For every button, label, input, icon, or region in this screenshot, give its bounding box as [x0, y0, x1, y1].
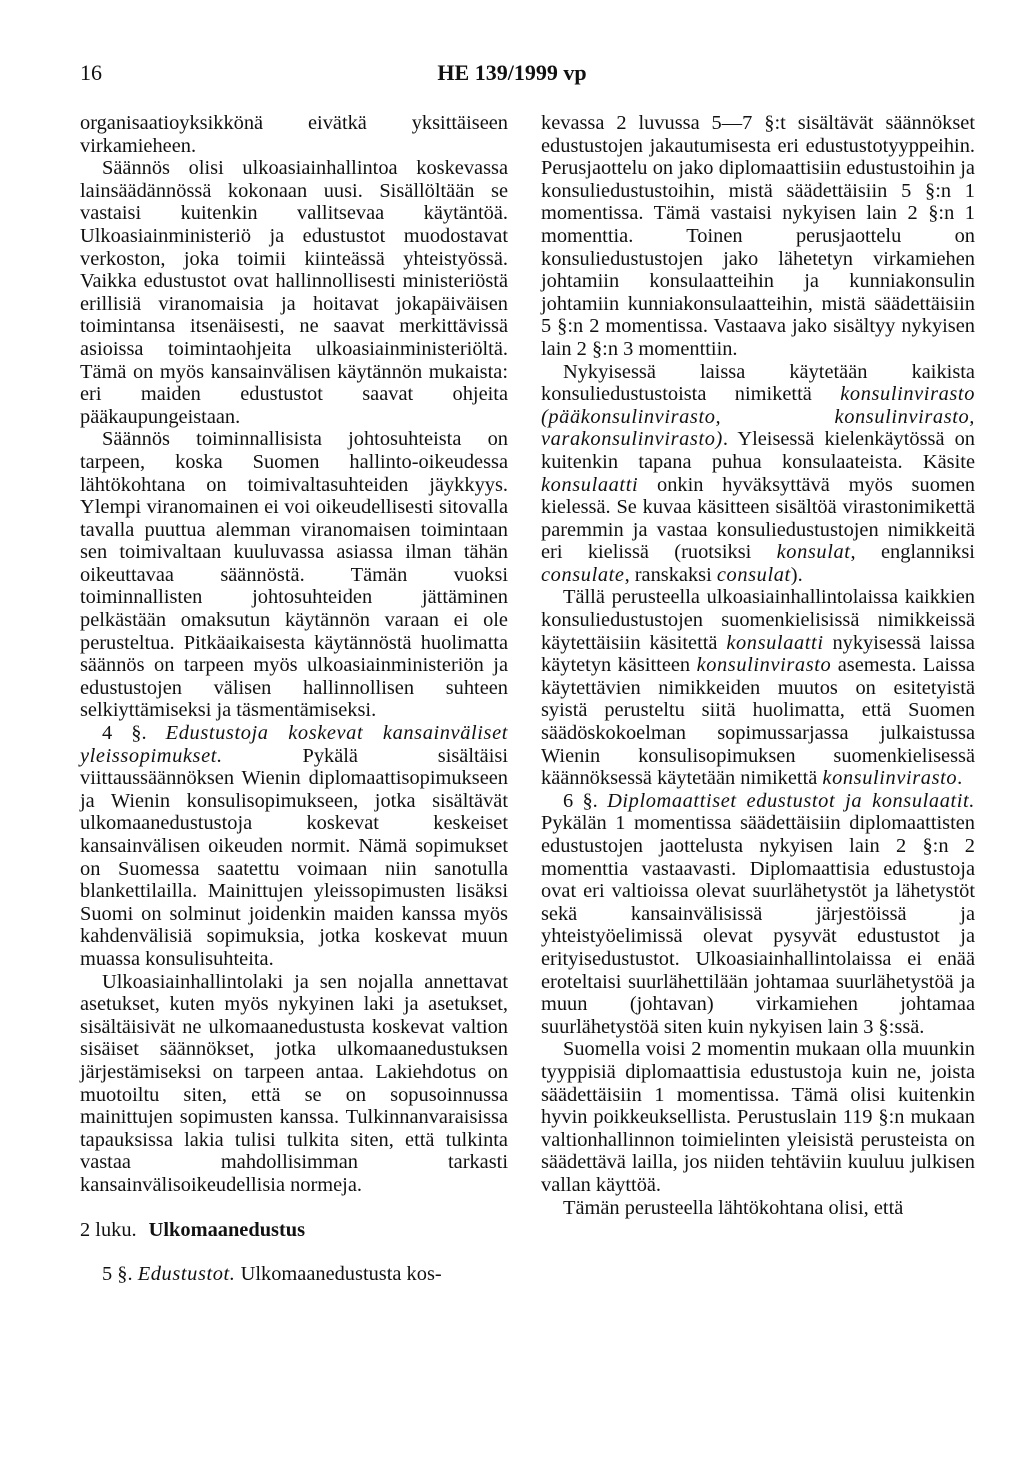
chapter-heading [80, 1219, 508, 1242]
section-number: 4 §. [102, 722, 147, 745]
page-number: 16 [80, 60, 102, 85]
italic-term: konsulat [776, 541, 851, 564]
left-column [80, 112, 508, 1286]
italic-term: (pääkonsulinvirasto, konsulinvirasto, varakonsulinvirasto) [541, 405, 975, 451]
paragraph: organisaatioyksikkönä eivätkä yksittäiseen virkamieheen. [80, 112, 508, 157]
text-run: . [957, 767, 963, 790]
text-run: Tällä perusteella ulkoasiainhallintolaissa kaikkien konsuliedustustojen suomenkielisissä nimikkeissä käytettäisiin käsitettä [541, 586, 975, 654]
italic-term: consulate [541, 563, 625, 586]
paragraph [541, 361, 975, 587]
chapter-title: Ulkomaanedustus [148, 1218, 306, 1241]
right-column [541, 112, 975, 1219]
italic-term: konsulinvirasto [822, 767, 958, 790]
italic-term: konsulinvirasto [696, 654, 832, 677]
section-paragraph [80, 722, 508, 971]
text-run: nykyisessä laissa käytetyn käsitteen [541, 631, 975, 677]
section-paragraph [80, 1263, 508, 1286]
text-run: onkin hyväksyttävä myös suomen kielessä. Se kuvaa käsitteen sisältöä virastonimikettä paremmin ja vastaa konsuliedustustojen nimikkeitä eri kielissä (ruotsiksi [541, 473, 975, 564]
text-run: ). [790, 563, 803, 586]
text-run: asemesta. Laissa käytettävien nimikkeiden muutos on esitetyistä syistä perusteltu siitä huolimatta, että Suomen säädöskokoelman sopimussarjassa julkaistussa Wienin konsulisopimuksen suomenkielisessä käännöksessä käytetään nimikettä [541, 654, 975, 790]
text-run: , ranskaksi [624, 563, 712, 586]
paragraph: Suomella voisi 2 momentin mukaan olla muunkin tyyppisiä diplomaattisia edustustoja kuin ne, joista säädettäisiin 1 momentissa. Tämä olisi kuitenkin hyvin poikkeuksellista. Perustuslain 119 §:n mukaan valtionhallinnon toimielinten yleisistä perusteista on säädettävä lailla, jos niiden tehtäviin kuuluu julkisen vallan käyttöä. [541, 1038, 975, 1196]
paragraph: Tämän perusteella lähtökohtana olisi, että [563, 1196, 904, 1219]
section-number: 5 §. [102, 1263, 133, 1286]
paragraph: Ulkoasiainhallintolaki ja sen nojalla annettavat asetukset, kuten myös nykyinen laki ja asetukset, sisältäisivät ne ulkomaanedustusta koskevat valtion sisäiset säännökset, jotka ulkomaanedustuksen järjestämiseksi on tarpeen antaa. Lakiehdotus on muotoiltu siten, että se on sopusoinnussa mainittujen sopimusten kanssa. Tulkinnanvaraisissa tapauksissa lakia tulisi tulkita siten, että tulkinta vastaa mahdollisimman tarkasti kansainvälisoikeudellisia normeja. [80, 970, 508, 1196]
section-number: 6 §. [563, 789, 598, 812]
italic-term: konsulinvirasto [840, 383, 975, 406]
text-run: , englanniksi [850, 541, 975, 564]
section-text: Pykälän 1 momentissa säädettäisiin diplomaattisten edustustojen jaottelusta nykyisen lain 2 §:n 2 momenttia vastaavasti. Diplomaattisia edustustoja ovat eri valtioissa olevat suurlähetystöt ja lähetystöt sekä kansainvälisissä järjestöissä ja yhteistyöelimissä olevat pysyvät edustustot ja erityisedustustot. Ulkoasiainhallintolaissa ei enää eroteltaisi suurlähettilään johtamaa suurlähetystöä ja muun (johtavan) virkamiehen johtamaa suurlähetystöä siten kuin nykyisen lain 3 §:ssä. [541, 812, 975, 1038]
text-run: Nykyisessä laissa käytetään kaikista konsuliedustustoista nimikettä [541, 360, 975, 406]
italic-term: konsulaatti [541, 473, 639, 496]
paragraph: Säännös toiminnallisista johtosuhteista on tarpeen, koska Suomen hallinto-oikeudessa lähtökohtana on toimivaltasuhteiden jäykkyys. Ylempi viranomainen ei voi oikeudellisesti sitovalla tavalla puuttua alemman viranomaisen toimintaan sen toimivaltaan kuuluvassa asiassa ilman tähän oikeuttavaa säännöstä. Tämän vuoksi toiminnallisten johtosuhteiden jättäminen pelkästään omaksutun käytännön varaan ei ole perusteltua. Pitkäaikaisesta käytännöstä huolimatta säännös on tarpeen myös ulkoasiainministeriön ja edustustojen välisen hallinnollisen suhteen selkiyttämiseksi ja täsmentämiseksi. [80, 428, 508, 722]
italic-term: consulat [716, 563, 791, 586]
paragraph: kevassa 2 luvussa 5—7 §:t sisältävät säännökset edustustojen jakautumisesta eri edustustotyyppeihin. Perusjaottelu on jako diplomaattisiin edustustoihin ja konsuliedustustoihin, mistä säädettäisiin 5 §:n 1 momentissa. Tämä vastaisi nykyisen lain 2 §:n 1 momenttia. Toinen perusjaottelu on konsuliedustustojen jako lähetetyn virkamiehen johtamiin konsulaatteihin ja kunniakonsulin johtamiin kunniakonsulaatteihin, mistä säädettäisiin 5 §:n 2 momentissa. Vastaava jako sisältyy nykyisen lain 2 §:n 3 momenttiin. [541, 112, 975, 360]
section-heading: Edustustoja koskevat kansainväliset yleissopimukset. [80, 722, 508, 767]
section-heading: Edustustot. [137, 1263, 236, 1286]
document-id: HE 139/1999 vp [437, 60, 587, 85]
paragraph [541, 586, 975, 789]
chapter-number: 2 luku. [80, 1218, 137, 1241]
section-paragraph [541, 790, 975, 1039]
italic-term: konsulaatti [726, 631, 824, 654]
section-text: Ulkomaanedustusta kos- [240, 1263, 442, 1286]
text-run: . Yleisessä kielenkäytössä on kuitenkin tapana puhua konsulaateista. Käsite [541, 428, 975, 473]
paragraph: Säännös olisi ulkoasiainhallintoa koskevassa lainsäädännössä kokonaan uusi. Sisällöltään se vastaisi kuitenkin vallitsevaa käytäntöä. Ulkoasiainministeriö ja edustustot muodostavat verkoston, joka toimii kiinteässä yhteistyössä. Vaikka edustustot ovat hallinnollisesti ministeriöstä erillisiä viranomaisia ja hoitavat jokapäiväisen toimintansa itsenäisesti, ne saavat merkittävissä asioissa toimintaohjeita ulkoasiainministeriöltä. Tämä on myös kansainvälisen käytännön mukaista: eri maiden edustustot saavat ohjeita pääkaupungeistaan. [80, 157, 508, 428]
section-text: Pykälä sisältäisi viittaussäännöksen Wienin diplomaattisopimukseen ja Wienin konsulisopimukseen, jotka sisältävät ulkomaanedustustoja koskevat keskeiset kansainvälisen oikeuden normit. Nämä sopimukset on Suomessa saatettu voimaan niin sanotulla blankettilailla. Mainittujen yleissopimusten lisäksi Suomi on solminut joidenkin maiden kanssa myös kahdenvälisiä sopimuksia, jotka koskevat muun muassa konsulisuhteita. [80, 744, 508, 970]
section-heading: Diplomaattiset edustustot ja konsulaatit. [607, 789, 975, 812]
